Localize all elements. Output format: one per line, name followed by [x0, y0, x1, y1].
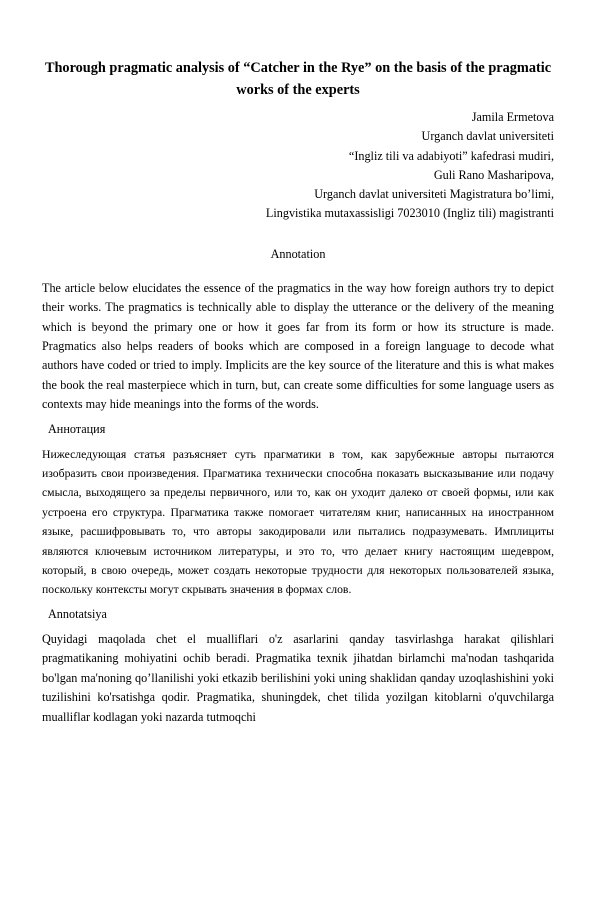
- author-position: “Ingliz tili va adabiyoti” kafedrasi mudiri,: [348, 148, 554, 163]
- annotation-text: The article below elucidates the essence of the pragmatics in the way how foreign authors try to depict their works. The pragmatics is technically able to display the utterance or the delivery of the meaning which is beyond the primary one or how it goes far from its form or how its structure is made. Pragmatics also helps readers of books which are composed in a foreign language to decode what authors have coded or tried to imply. Implicits are the key source of the literature and this is what makes the book the real masterpiece which in turn, but, can create some difficulties for some language users as contexts may hide meanings into the forms of the words.: [42, 280, 554, 412]
- author-block: [42, 108, 554, 224]
- author-affiliation: Urganch davlat universiteti Magistratura bo’limi,: [314, 187, 554, 202]
- author-position: Lingvistika mutaxassisligi 7023010 (Ingliz tili) magistranti: [265, 206, 554, 221]
- annotation-ru-text: Нижеследующая статья разъясняет суть прагматики в том, как зарубежные авторы пытаются изобразить свои произведения. Прагматика технически способна показать высказывание или подачу смысла, выходящего за пределы первичного, или то, как он уходит далеко от своей формы, или как устроена его структура. Прагматика также помогает читателям книг, написанных на иностранном языке, расшифровывать то, что авторы закодировали или пытались подразумевать. Имплициты являются ключевым источником литературы, и это то, что делает книгу настоящим шедевром, который, в свою очередь, может создать некоторые трудности для некоторых пользователей языка, поскольку контексты могут скрывать значения в формах слов.: [42, 447, 554, 597]
- annotation-heading: Annotation: [270, 246, 326, 261]
- author-name: Guli Rano Masharipova,: [433, 167, 554, 182]
- author-name: Jamila Ermetova: [471, 110, 554, 124]
- author-affiliation: Urganch davlat universiteti: [421, 129, 554, 144]
- annotation-uz-text: Quyidagi maqolada chet el mualliflari o'z asarlarini qanday tasvirlashga harakat qilishlari pragmatikaning mohiyatini ochib beradi. Pragmatika texnik jihatdan birlamchi ma'nodan tashqarida bo'lgan ma'noning qo’llanilishi yoki etkazib berilishini yoki uning shaklidan qanday uzoqlashishini yoki tuzilishini ko'rsatishga qodir. Pragmatika, shuningdek, chet tilida yozilgan kitoblarni o'quvchilarga mualliflar kodlagan yoki nazarda tutmoqchi: [42, 631, 554, 724]
- annotation-uz-heading: Annotatsiya: [48, 606, 107, 621]
- document-page: [0, 57, 596, 899]
- annotation-ru-heading: Аннотация: [48, 421, 106, 436]
- paper-title: Thorough pragmatic analysis of “Catcher in the Rye” on the basis of the pragmatic works of the experts: [44, 60, 552, 98]
